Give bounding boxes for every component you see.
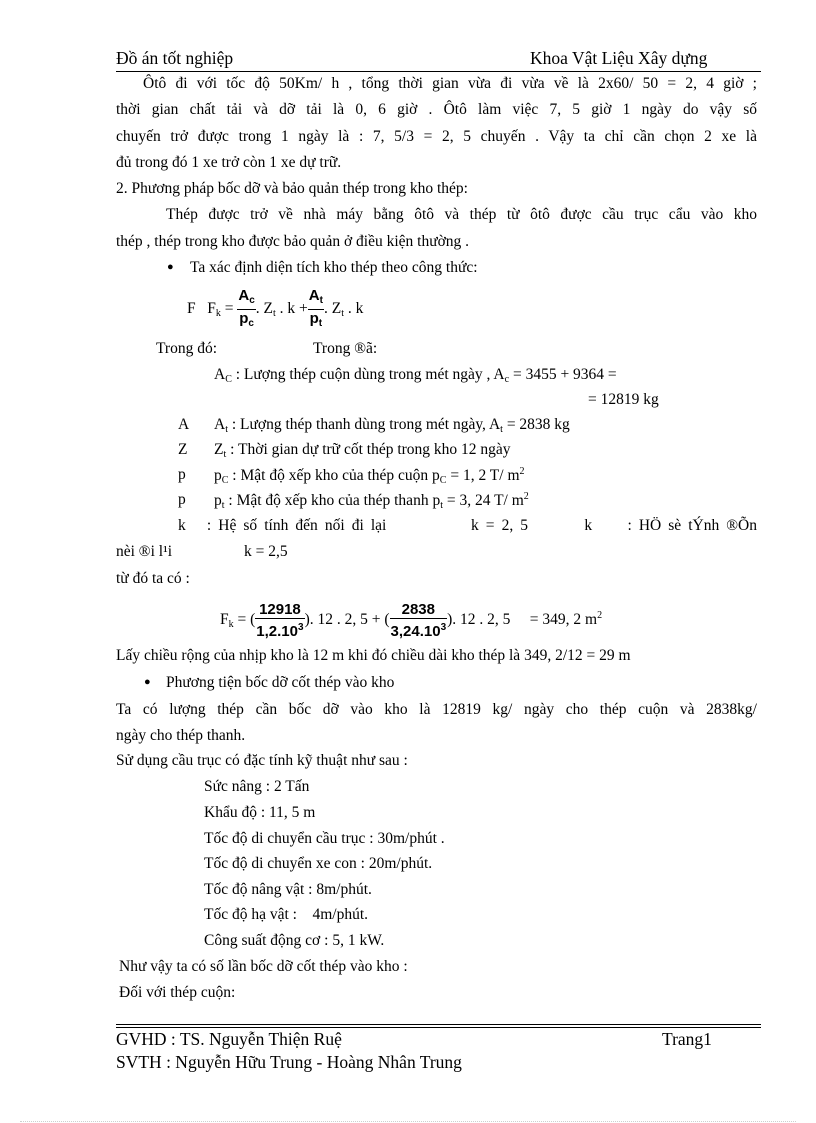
para3-line2: ngày cho thép thanh.	[116, 727, 246, 744]
formula1-lhs-sub: k	[215, 308, 221, 319]
def-pc-symbol: p	[214, 467, 222, 484]
def-at-symbol: A	[214, 416, 226, 433]
def-pc-marker: p	[178, 466, 186, 483]
def-at-sub2: t	[500, 424, 503, 435]
para1-line4: đủ trong đó 1 xe trở còn 1 xe dự trữ.	[116, 154, 342, 171]
formula2-f1-sup: 3	[298, 621, 304, 633]
para2-line1: Thép được trở về nhà máy bằng ôtô và thép từ ôtô được cầu trục cẩu vào kho	[166, 206, 757, 223]
para1-line1: Ôtô đi với tốc độ 50Km/ h , tổng thời gian vừa đi vừa về là 2x60/ 50 = 2, 4 giờ ;	[143, 75, 757, 92]
def-zt-symbol: Z	[214, 441, 224, 458]
formula1-frac-bar	[308, 287, 324, 332]
def-zt-line	[214, 441, 511, 460]
def-k-line2b: k = 2,5	[244, 543, 288, 560]
para1-line3: chuyến trở được trong 1 ngày là : 7, 5/3 = 2, 5 chuyến . Vậy ta chỉ cần chọn 2 xe là	[116, 128, 757, 145]
def-ac-end: = 3455 + 9364 =	[512, 366, 617, 383]
def-pt-text: : Mật độ xếp kho của thép thanh p	[228, 492, 441, 509]
def-pc-sub: C	[221, 475, 229, 486]
def-pt-sub2: t	[440, 500, 443, 511]
def-pc-text: : Mật độ xếp kho của thép cuộn p	[232, 467, 440, 484]
bullet-dot: ●	[144, 676, 151, 688]
formula-area-result	[220, 594, 602, 638]
bullet2-text: Phương tiện bốc dỡ cốt thép vào kho	[166, 674, 395, 691]
page-edge	[20, 1121, 796, 1122]
formula2-f2-num: 2838	[390, 601, 448, 619]
def-pt-sub: t	[221, 500, 225, 511]
formula2-mid: ). 12 . 2, 5 + (	[304, 611, 390, 628]
closing-line2: Đối với thép cuộn:	[119, 984, 236, 1001]
def-ac-sub: C	[225, 374, 232, 385]
where-label-alt: Trong ®ã:	[313, 340, 378, 357]
def-zt-text: : Thời gian dự trữ cốt thép trong kho 12 ngày	[230, 441, 511, 458]
crane-spec: Công suất động cơ : 5, 1 kW.	[204, 932, 385, 949]
crane-spec: Tốc độ hạ vật : 4m/phút.	[204, 906, 369, 923]
header-right: Khoa Vật Liệu Xây dựng	[530, 48, 708, 68]
frac2-num-sub: t	[319, 294, 323, 306]
width-line: Lấy chiều rộng của nhịp kho là 12 m khi đó chiều dài kho thép là 349, 2/12 = 29 m	[116, 647, 631, 664]
frac2-den: p	[309, 309, 319, 327]
formula1-mid2: . k +	[279, 300, 308, 317]
frac2-den-sub: t	[318, 317, 323, 329]
def-pc-sup: 2	[519, 466, 525, 477]
footer-svth: SVTH : Nguyễn Hữu Trung - Hoàng Nhân Trung	[116, 1052, 462, 1072]
footer-page-number: Trang1	[662, 1029, 712, 1049]
def-ac-symbol: A	[214, 366, 226, 383]
formula2-f2-den: 3,24.10	[390, 622, 441, 640]
formula2-lhs: F	[220, 611, 229, 628]
crane-spec: Sức nâng : 2 Tấn	[204, 778, 310, 795]
formula1-tail-sub: t	[341, 308, 344, 319]
formula-storage-area: F $F_k$ = $\frac{A_c}{p_c}$ . $Z_t$ . k + $\frac{A_t}{p_t}$ . $Z_t$ . k	[187, 284, 363, 334]
formula2-f2-sup: 3	[440, 621, 447, 633]
def-at-sub: t	[225, 424, 228, 435]
def-pt-end: = 3, 24 T/ m	[446, 492, 524, 509]
frac2-num: A	[308, 286, 320, 304]
formula2-end-sup: 2	[597, 610, 603, 621]
def-k-line2a: nèi ®i l¹i	[116, 543, 173, 560]
formula2-open: = (	[237, 611, 256, 628]
frac1-den-sub: c	[248, 317, 254, 329]
frac1-den: p	[239, 309, 249, 327]
def-zt-sub: t	[223, 449, 227, 460]
formula2-lhs-sub: k	[228, 619, 234, 630]
formula2-end: ). 12 . 2, 5 = 349, 2 m	[447, 611, 598, 628]
formula2-f1-num: 12918	[255, 601, 304, 619]
from-that: từ đó ta có :	[116, 570, 190, 587]
formula1-marker: F	[187, 300, 196, 317]
def-pt-marker: p	[178, 491, 186, 508]
crane-spec: Tốc độ di chuyển xe con : 20m/phút.	[204, 855, 433, 872]
formula1-tail: . Z	[323, 300, 342, 317]
def-pt-sup: 2	[523, 491, 529, 502]
def-zt-marker: Z	[178, 441, 188, 458]
def-pc-sub2: C	[439, 475, 447, 486]
def-k-line: k : Hệ số tính đến nối đi lại k = 2, 5 k : HÖ sè tÝnh ®Õn	[178, 517, 757, 534]
def-at-end: = 2838 kg	[506, 416, 570, 433]
formula2-f1-den: 1,2.10	[256, 622, 298, 640]
def-pt-symbol: p	[214, 492, 222, 509]
footer-gvhd: GVHD : TS. Nguyễn Thiện Ruệ	[116, 1029, 342, 1049]
crane-intro: Sử dụng cầu trục có đặc tính kỹ thuật như sau :	[116, 752, 408, 769]
frac1-num: A	[238, 286, 250, 304]
para3-line1: Ta có lượng thép cần bốc dỡ vào kho là 12819 kg/ ngày cho thép cuộn và 2838kg/	[116, 701, 757, 718]
para1-line2: thời gian chất tải và dỡ tải là 0, 6 giờ . Ôtô làm việc 7, 5 giờ 1 ngày do vậy số	[116, 101, 757, 118]
header-left: Đồ án tốt nghiệp	[116, 48, 234, 68]
def-pt-line	[214, 491, 529, 511]
def-pc-line	[214, 466, 525, 486]
header-rule	[116, 71, 761, 72]
crane-spec: Tốc độ di chuyển cầu trục : 30m/phút .	[204, 830, 445, 847]
para2-line2: thép , thép trong kho được bảo quản ở điều kiện thường .	[116, 233, 470, 250]
closing-line1: Như vậy ta có số lần bốc dỡ cốt thép vào kho :	[119, 958, 408, 975]
def-ac-sub2: c	[504, 374, 510, 385]
def-pc-end: = 1, 2 T/ m	[450, 467, 520, 484]
formula1-mid1-sub: t	[273, 308, 276, 319]
footer-rule-top	[116, 1024, 761, 1025]
bullet-dot: ●	[167, 261, 174, 273]
def-ac-text: : Lượng thép cuộn dùng trong mét ngày , A	[235, 366, 505, 383]
footer-rule-bottom	[116, 1027, 761, 1028]
formula1-mid1: . Z	[255, 300, 273, 317]
section2-title: 2. Phương pháp bốc dỡ và bảo quản thép trong kho thép:	[116, 180, 468, 197]
frac1-num-sub: c	[249, 294, 255, 306]
formula2-frac1	[255, 601, 304, 640]
formula1-frac-coil	[237, 287, 255, 332]
formula2-frac2	[390, 601, 448, 640]
crane-spec: Khẩu độ : 11, 5 m	[204, 804, 316, 821]
def-ac-line1	[214, 366, 617, 385]
def-at-line	[214, 416, 570, 435]
bullet1-text: Ta xác định diện tích kho thép theo công thức:	[190, 259, 478, 276]
def-at-text: : Lượng thép thanh dùng trong mét ngày, A	[231, 416, 501, 433]
formula1-tail2: . k	[347, 300, 364, 317]
formula1-lhs: F	[207, 300, 216, 317]
def-at-marker: A	[178, 416, 190, 433]
crane-spec: Tốc độ nâng vật : 8m/phút.	[204, 881, 372, 898]
where-label: Trong đó:	[156, 340, 218, 357]
def-ac-line2: = 12819 kg	[588, 391, 659, 408]
